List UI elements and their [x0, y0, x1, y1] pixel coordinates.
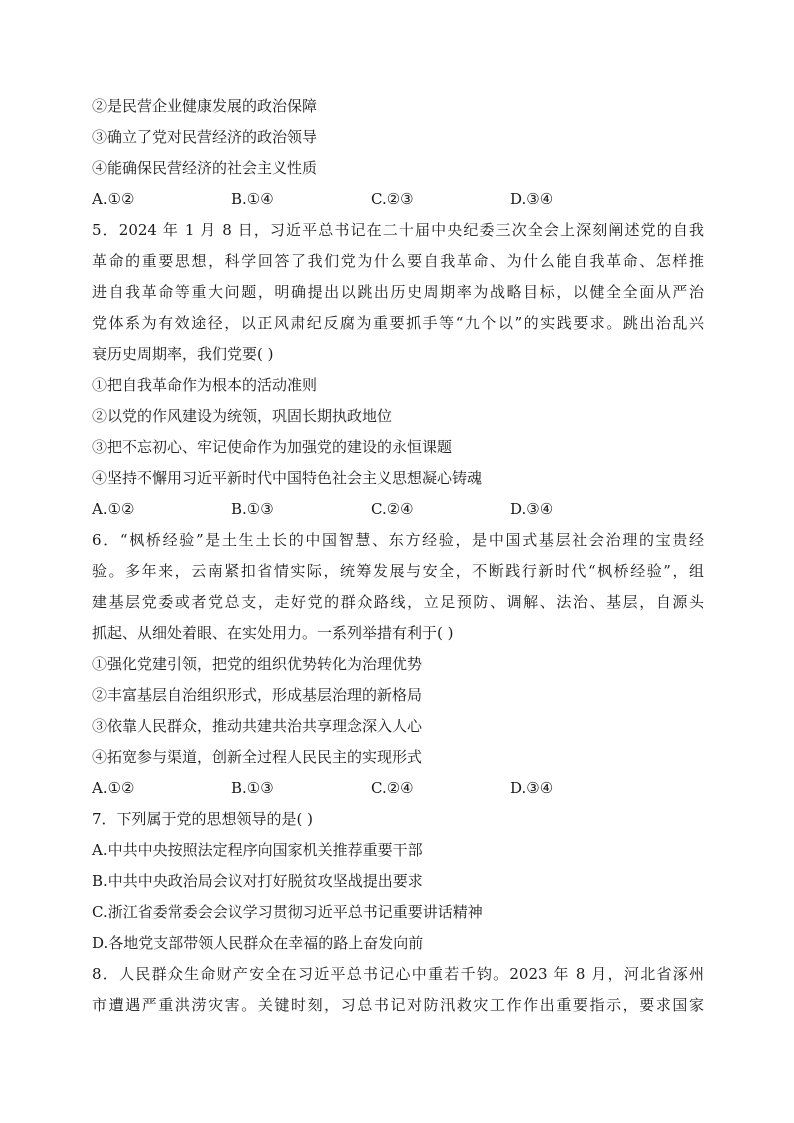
q6-statement-2: ②丰富基层自治组织形式，形成基层治理的新格局	[92, 686, 423, 704]
q6-stem-line-1: 6．“枫桥经验”是土生土长的中国智慧、东方经验，是中国式基层社会治理的宝贵经	[92, 531, 704, 549]
q7-option-d[interactable]: D.各地党支部带领人民群众在幸福的路上奋发向前	[92, 934, 424, 952]
q4-statement-3: ③确立了党对民营经济的政治领导	[92, 128, 318, 146]
q6-option-b[interactable]: B.①③	[231, 779, 274, 797]
q5-statement-3: ③把不忘初心、牢记使命作为加强党的建设的永恒课题	[92, 438, 453, 456]
q4-options	[92, 189, 652, 209]
q5-stem-line-5: 衰历史周期率，我们党要( )	[92, 345, 274, 363]
q7-option-b[interactable]: B.中共中央政治局会议对打好脱贫攻坚战提出要求	[92, 872, 423, 890]
q6-stem-line-2: 验。多年来，云南紧扣省情实际，统筹发展与安全，不断践行新时代“枫桥经验”，组	[92, 562, 704, 580]
q6-option-c[interactable]: C.②④	[371, 779, 414, 797]
q5-statement-1: ①把自我革命作为根本的活动准则	[92, 376, 318, 394]
q4-statement-4: ④能确保民营经济的社会主义性质	[92, 159, 318, 177]
q7-option-c[interactable]: C.浙江省委常委会会议学习贯彻习近平总书记重要讲话精神	[92, 903, 483, 921]
q5-option-b[interactable]: B.①③	[231, 500, 274, 518]
q5-stem-line-2: 革命的重要思想，科学回答了我们党为什么要自我革命、为什么能自我革命、怎样推	[92, 252, 704, 270]
q6-statement-1: ①强化党建引领，把党的组织优势转化为治理优势	[92, 655, 423, 673]
q5-stem-line-4: 党体系为有效途径，以正风肃纪反腐为重要抓手等“九个以”的实践要求。跳出治乱兴	[92, 314, 704, 332]
q8-stem-line-2: 市遭遇严重洪涝灾害。关键时刻，习总书记对防汛救灾工作作出重要指示，要求国家	[92, 996, 704, 1014]
q6-option-d[interactable]: D.③④	[510, 779, 554, 797]
q4-statement-2: ②是民营企业健康发展的政治保障	[92, 97, 318, 115]
q5-stem-line-3: 进自我革命等重大问题，明确提出以跳出历史周期率为战略目标，以健全全面从严治	[92, 283, 704, 301]
q5-option-a[interactable]: A.①②	[92, 500, 135, 518]
q5-option-d[interactable]: D.③④	[510, 500, 554, 518]
q6-statement-4: ④拓宽参与渠道，创新全过程人民民主的实现形式	[92, 748, 423, 766]
q5-statement-2: ②以党的作风建设为统领，巩固长期执政地位	[92, 407, 393, 425]
q6-option-a[interactable]: A.①②	[92, 779, 135, 797]
q7-stem: 7．下列属于党的思想领导的是( )	[92, 810, 314, 828]
q5-option-c[interactable]: C.②④	[371, 500, 414, 518]
q5-statement-4: ④坚持不懈用习近平新时代中国特色社会主义思想凝心铸魂	[92, 469, 483, 487]
q6-options	[92, 778, 652, 798]
q6-stem-line-4: 抓起、从细处着眼、在实处用力。一系列举措有利于( )	[92, 624, 454, 642]
q4-option-c[interactable]: C.②③	[371, 190, 414, 208]
q4-option-a[interactable]: A.①②	[92, 190, 135, 208]
q4-option-d[interactable]: D.③④	[510, 190, 554, 208]
q5-stem-line-1: 5．2024 年 1 月 8 日，习近平总书记在二十届中央纪委三次全会上深刻阐述党的自我	[92, 221, 704, 239]
q7-option-a[interactable]: A.中共中央按照法定程序向国家机关推荐重要干部	[92, 841, 423, 859]
q5-options	[92, 499, 652, 519]
q6-statement-3: ③依靠人民群众，推动共建共治共享理念深入人心	[92, 717, 423, 735]
q4-option-b[interactable]: B.①④	[231, 190, 274, 208]
q6-stem-line-3: 建基层党委或者党总支，走好党的群众路线，立足预防、调解、法治、基层，自源头	[92, 593, 704, 611]
q8-stem-line-1: 8．人民群众生命财产安全在习近平总书记心中重若千钧。2023 年 8 月，河北省涿州	[92, 965, 704, 983]
